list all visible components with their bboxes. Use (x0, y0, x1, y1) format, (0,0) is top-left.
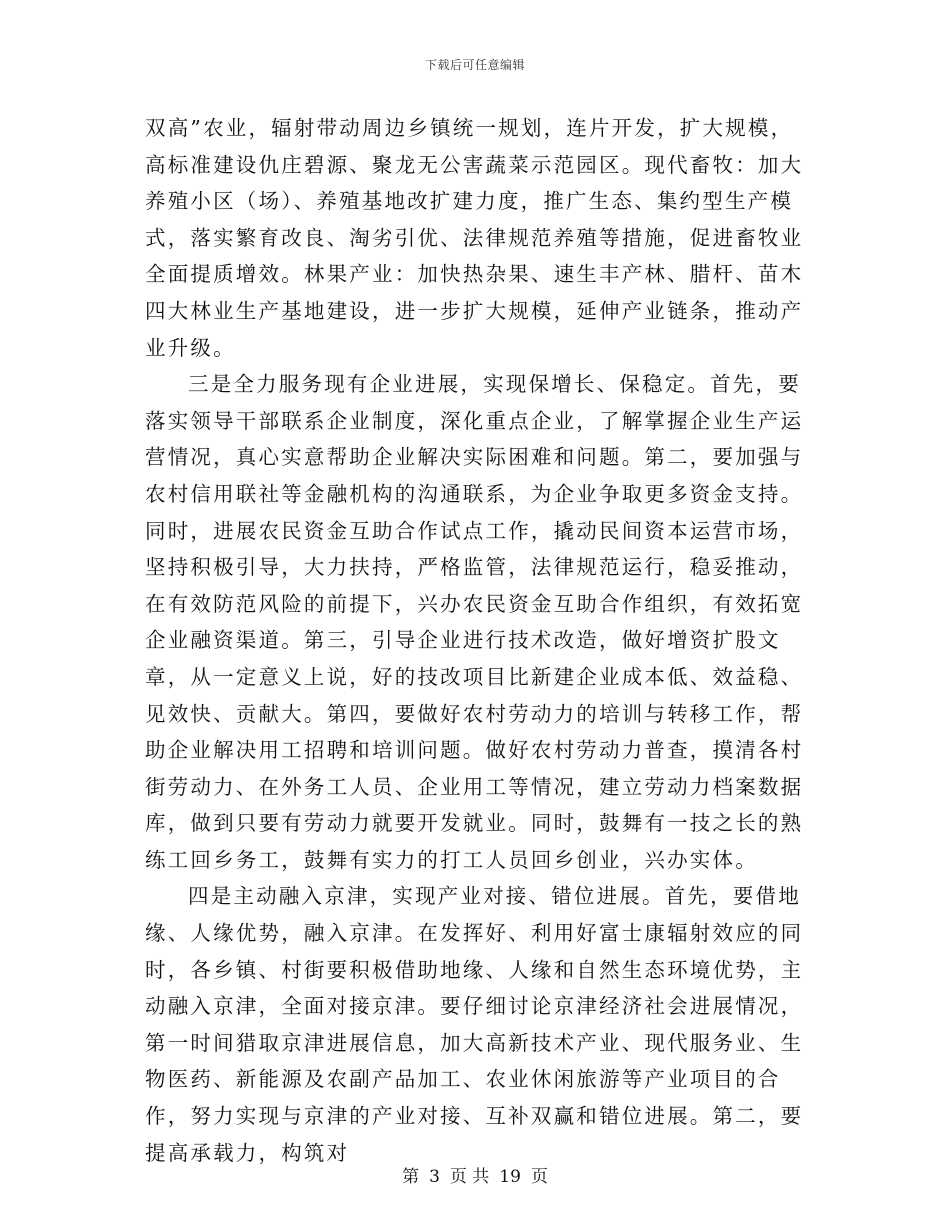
current-page-number: 3 (429, 1167, 440, 1187)
page-footer (0, 1162, 950, 1187)
paragraph-four: 四是主动融入京津，实现产业对接、错位进展。首先，要借地缘、人缘优势，融入京津。在发挥好、利用好富士康辐射效应的同时，各乡镇、村街要积极借助地缘、人缘和自然生态环境优势，主动融入京津，全面对接京津。要仔细讨论京津经济社会进展情况，第一时间猎取京津进展信息，加大高新技术产业、现代服务业、生物医药、新能源及农副产品加工、农业休闲旅游等产业项目的合作，努力实现与京津的产业对接、互补双赢和错位进展。第二，要提高承载力，构筑对 (145, 884, 804, 1165)
paragraph-three: 三是全力服务现有企业进展，实现保增长、保稳定。首先，要落实领导干部联系企业制度，深化重点企业，了解掌握企业生产运营情况，真心实意帮助企业解决实际困难和问题。第二，要加强与农村信用联社等金融机构的沟通联系，为企业争取更多资金支持。同时，进展农民资金互助合作试点工作，撬动民间资本运营市场，坚持积极引导，大力扶持，严格监管，法律规范运行，稳妥推动，在有效防范风险的前提下，兴办农民资金互助合作组织，有效拓宽企业融资渠道。第三，引导企业进行技术改造，做好增资扩股文章，从一定意义上说，好的技改项目比新建企业成本低、效益稳、见效快、贡献大。第四，要做好农村劳动力的培训与转移工作，帮助企业解决用工招聘和培训问题。做好农村劳动力普查，摸清各村街劳动力、在外务工人员、企业用工等情况，建立劳动力档案数据库，做到只要有劳动力就要开发就业。同时，鼓舞有一技之长的熟练工回乡务工，鼓舞有实力的打工人员回乡创业，兴办实体。 (145, 372, 804, 872)
document-body (145, 110, 810, 1171)
total-page-count: 19 (499, 1167, 521, 1187)
paragraph-continuation: 双高”农业，辐射带动周边乡镇统一规划，连片开发，扩大规模，高标准建设仇庄碧源、聚龙无公害蔬菜示范园区。现代畜牧：加大养殖小区（场）、养殖基地改扩建力度，推广生态、集约型生产模式，落实繁育改良、淘劣引优、法律规范养殖等措施，促进畜牧业全面提质增效。林果产业：加快热杂果、速生丰产林、腊杆、苗木四大林业生产基地建设，进一步扩大规模，延伸产业链条，推动产业升级。 (145, 116, 804, 360)
footer-middle: 页 共 (449, 1167, 490, 1187)
page-header: 下载后可任意编辑 (424, 58, 525, 72)
footer-prefix: 第 (402, 1167, 420, 1187)
footer-suffix: 页 (530, 1167, 548, 1187)
